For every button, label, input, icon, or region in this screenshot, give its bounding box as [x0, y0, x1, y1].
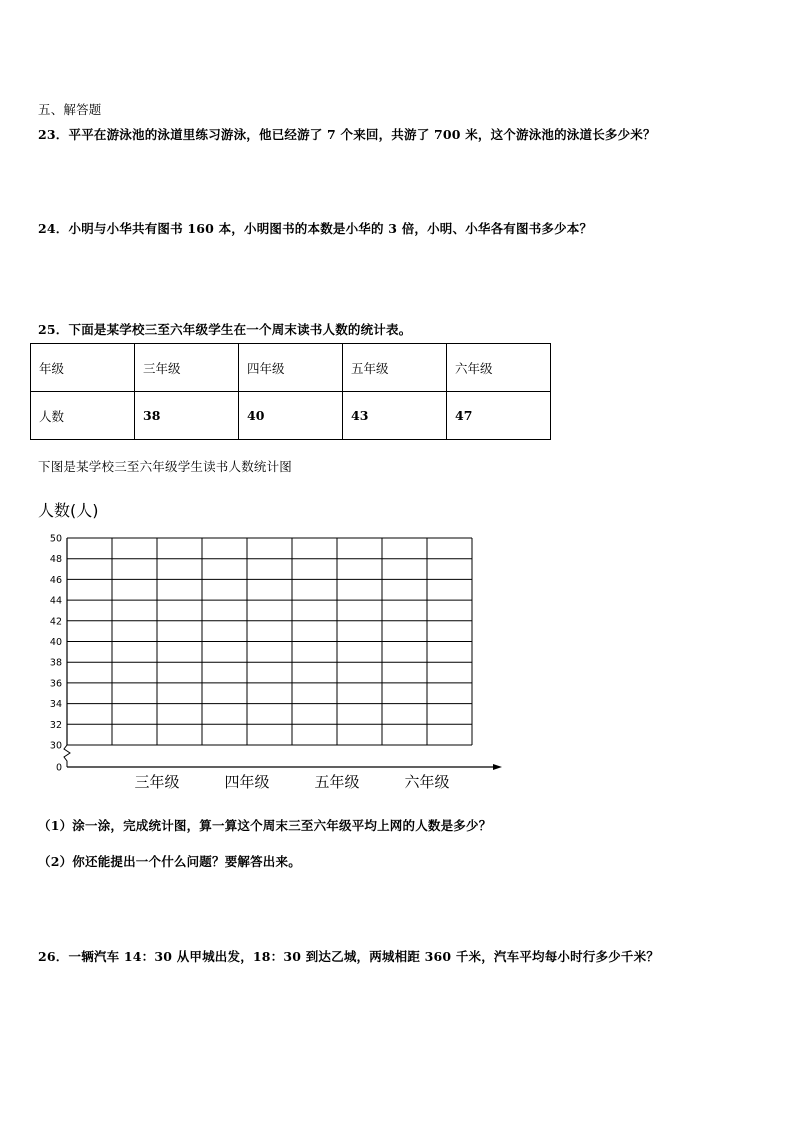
- x-tick-label: 五年级: [314, 773, 360, 791]
- y-tick-label: 44: [49, 595, 62, 607]
- section-title: 五、解答题: [38, 102, 102, 117]
- y-tick-label: 34: [49, 699, 62, 711]
- y-tick-label: 48: [49, 554, 62, 566]
- table-cell: 三年级: [135, 344, 239, 392]
- reading-bar-chart: [20, 525, 520, 795]
- table-cell: 47: [447, 392, 551, 440]
- y-tick-label: 38: [49, 657, 62, 669]
- table-cell: 40: [239, 392, 343, 440]
- y-tick-labels: [50, 534, 62, 774]
- table-header-row: [31, 344, 551, 392]
- chart-caption: 下图是某学校三至六年级学生读书人数统计图: [38, 459, 293, 474]
- x-tick-label: 六年级: [404, 773, 450, 791]
- chart-axes: [64, 538, 502, 770]
- table-cell: 五年级: [343, 344, 447, 392]
- table-cell: 38: [135, 392, 239, 440]
- table-cell: 年级: [31, 344, 135, 392]
- x-tick-labels: [134, 773, 449, 791]
- y-tick-label: 36: [49, 678, 62, 690]
- y-axis-title: 人数(人): [38, 501, 99, 520]
- question-23: 23．平平在游泳池的泳道里练习游泳，他已经游了 7 个来回，共游了 700 米，这个游泳池的泳道长多少米？: [38, 127, 656, 142]
- table-cell: 六年级: [447, 344, 551, 392]
- y-tick-label: 50: [49, 533, 62, 545]
- x-tick-label: 四年级: [224, 773, 270, 791]
- x-axis-arrow: [493, 764, 502, 770]
- y-tick-label: 42: [49, 616, 62, 628]
- question-24: 24．小明与小华共有图书 160 本，小明图书的本数是小华的 3 倍，小明、小华各有图书多少本？: [38, 221, 593, 236]
- sub-question-1: （1）涂一涂，完成统计图，算一算这个周末三至六年级平均上网的人数是多少？: [38, 818, 492, 833]
- reading-stat-table: [30, 343, 551, 440]
- question-25: 25．下面是某学校三至六年级学生在一个周末读书人数的统计表。: [38, 322, 412, 337]
- table-row: [31, 392, 551, 440]
- table-cell: 四年级: [239, 344, 343, 392]
- table-cell: 43: [343, 392, 447, 440]
- chart-grid: [67, 538, 472, 745]
- y-tick-label: 40: [49, 637, 62, 648]
- y-tick-label: 32: [49, 719, 62, 731]
- y-tick-label: 46: [49, 574, 62, 586]
- y-tick-label: 0: [55, 762, 62, 774]
- sub-question-2: （2）你还能提出一个什么问题？要解答出来。: [38, 854, 301, 869]
- axis-break-mark: [64, 745, 70, 767]
- table-cell: 人数: [31, 392, 135, 440]
- x-tick-label: 三年级: [134, 773, 180, 791]
- y-tick-label: 30: [49, 740, 62, 752]
- question-26: 26．一辆汽车 14：30 从甲城出发，18：30 到达乙城，两城相距 360 千米，汽车平均每小时行多少千米？: [38, 949, 660, 964]
